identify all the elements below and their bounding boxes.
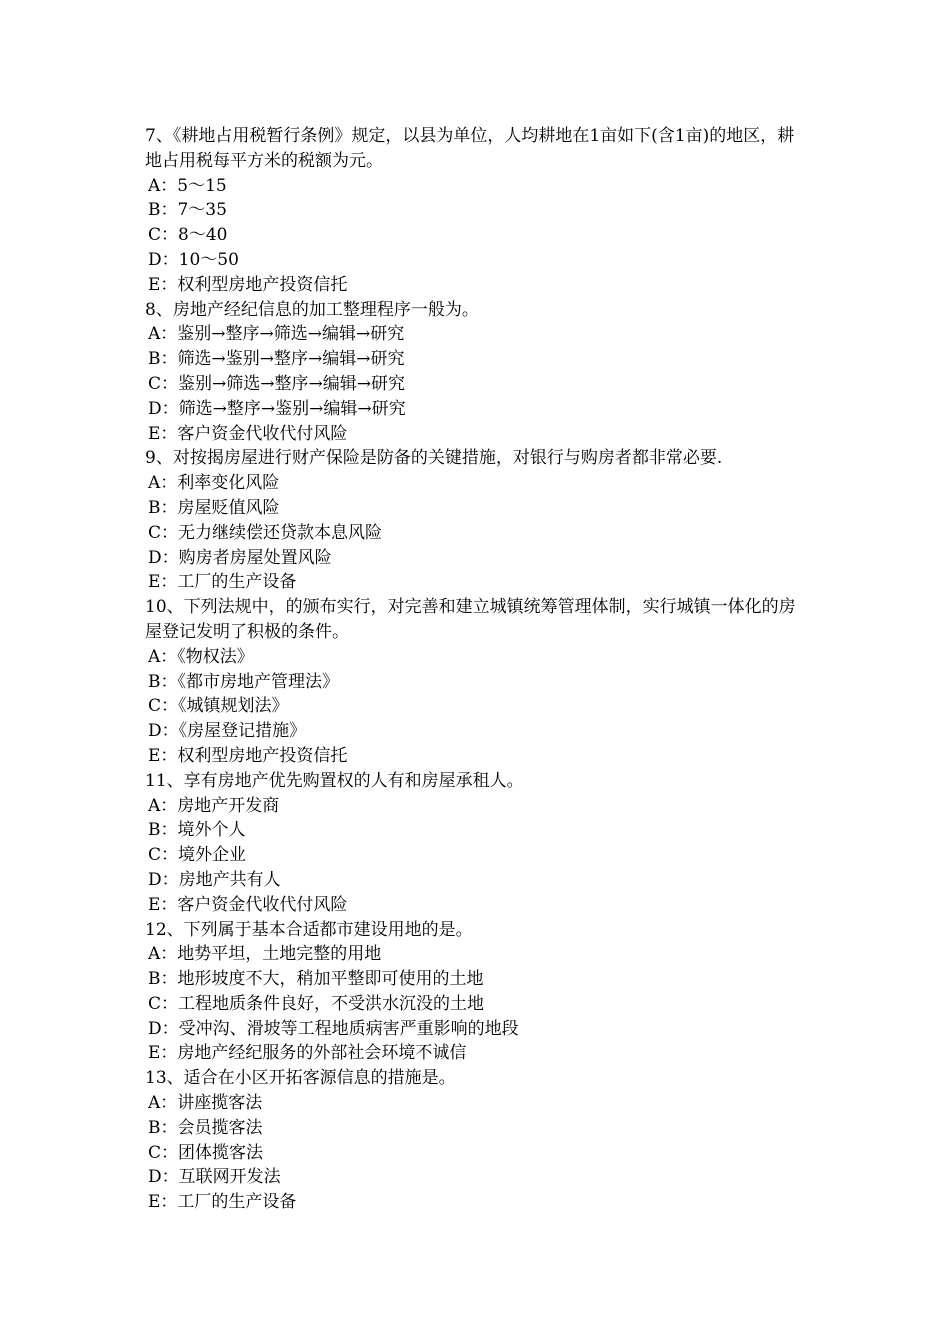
option-a: A：利率变化风险 xyxy=(148,473,280,494)
question-13 xyxy=(145,1066,810,1215)
option-c: C：《城镇规划法》 xyxy=(148,696,289,717)
option-list xyxy=(145,942,810,1066)
option-list xyxy=(145,322,810,446)
option-e: E：客户资金代收代付风险 xyxy=(148,894,348,915)
question-9 xyxy=(145,446,810,595)
option-d: D：10～50 xyxy=(148,249,239,270)
option-e: E：房地产经纪服务的外部社会环境不诚信 xyxy=(148,1043,467,1064)
option-b: B：境外个人 xyxy=(148,820,246,841)
question-text: 12、下列属于基本合适都市建设用地的是。 xyxy=(145,919,473,940)
option-c: C：境外企业 xyxy=(148,845,247,866)
option-list xyxy=(145,1091,810,1215)
option-a: A：讲座揽客法 xyxy=(148,1093,263,1114)
question-8 xyxy=(145,298,810,447)
option-list xyxy=(145,794,810,918)
option-c: C：团体揽客法 xyxy=(148,1142,264,1163)
option-list xyxy=(145,174,810,298)
option-b: B：房屋贬值风险 xyxy=(148,497,280,518)
option-d: D：房地产共有人 xyxy=(148,869,281,890)
option-d: D：筛选→整序→鉴别→编辑→研究 xyxy=(148,398,406,419)
option-e: E：权利型房地产投资信托 xyxy=(148,274,348,295)
question-10 xyxy=(145,595,810,769)
question-text: 13、适合在小区开拓客源信息的措施是。 xyxy=(145,1068,456,1089)
option-a: A：地势平坦，土地完整的用地 xyxy=(148,944,382,965)
option-e: E：工厂的生产设备 xyxy=(148,572,297,593)
option-e: E：客户资金代收代付风险 xyxy=(148,423,348,444)
option-a: A：鉴别→整序→筛选→编辑→研究 xyxy=(148,324,405,345)
option-d: D：《房屋登记措施》 xyxy=(148,721,307,742)
option-b: B：《都市房地产管理法》 xyxy=(148,671,339,692)
option-b: B：地形坡度不大，稍加平整即可使用的土地 xyxy=(148,969,484,990)
option-b: B：会员揽客法 xyxy=(148,1117,263,1138)
option-c: C：8～40 xyxy=(148,225,228,246)
question-text: 8、房地产经纪信息的加工整理程序一般为。 xyxy=(145,299,479,320)
question-11 xyxy=(145,769,810,918)
option-d: D：互联网开发法 xyxy=(148,1167,281,1188)
option-b: B：筛选→鉴别→整序→编辑→研究 xyxy=(148,349,405,370)
option-e: E：工厂的生产设备 xyxy=(148,1192,297,1213)
question-text: 10、下列法规中，的颁布实行，对完善和建立城镇统筹管理体制，实行城镇一体化的房屋登记发明了积极的条件。 xyxy=(145,597,796,642)
option-a: A：《物权法》 xyxy=(148,646,254,667)
question-text: 11、享有房地产优先购置权的人有和房屋承租人。 xyxy=(145,770,524,791)
question-12 xyxy=(145,918,810,1067)
option-b: B：7～35 xyxy=(148,200,227,221)
question-text: 9、对按揭房屋进行财产保险是防备的关键措施，对银行与购房者都非常必要. xyxy=(145,448,723,469)
option-a: A：5～15 xyxy=(148,175,227,196)
option-c: C：工程地质条件良好，不受洪水沉没的土地 xyxy=(148,993,485,1014)
document-page xyxy=(145,124,810,1215)
option-d: D：购房者房屋处置风险 xyxy=(148,547,332,568)
option-a: A：房地产开发商 xyxy=(148,795,280,816)
option-c: C：鉴别→筛选→整序→编辑→研究 xyxy=(148,373,405,394)
option-e: E：权利型房地产投资信托 xyxy=(148,745,348,766)
option-c: C：无力继续偿还贷款本息风险 xyxy=(148,522,383,543)
option-list xyxy=(145,471,810,595)
question-text: 7、《耕地占用税暂行条例》规定，以县为单位，人均耕地在1亩如下(含1亩)的地区，耕地占用税每平方米的税额为元。 xyxy=(145,126,795,171)
option-d: D：受冲沟、滑坡等工程地质病害严重影响的地段 xyxy=(148,1018,519,1039)
option-list xyxy=(145,645,810,769)
question-7 xyxy=(145,124,810,298)
